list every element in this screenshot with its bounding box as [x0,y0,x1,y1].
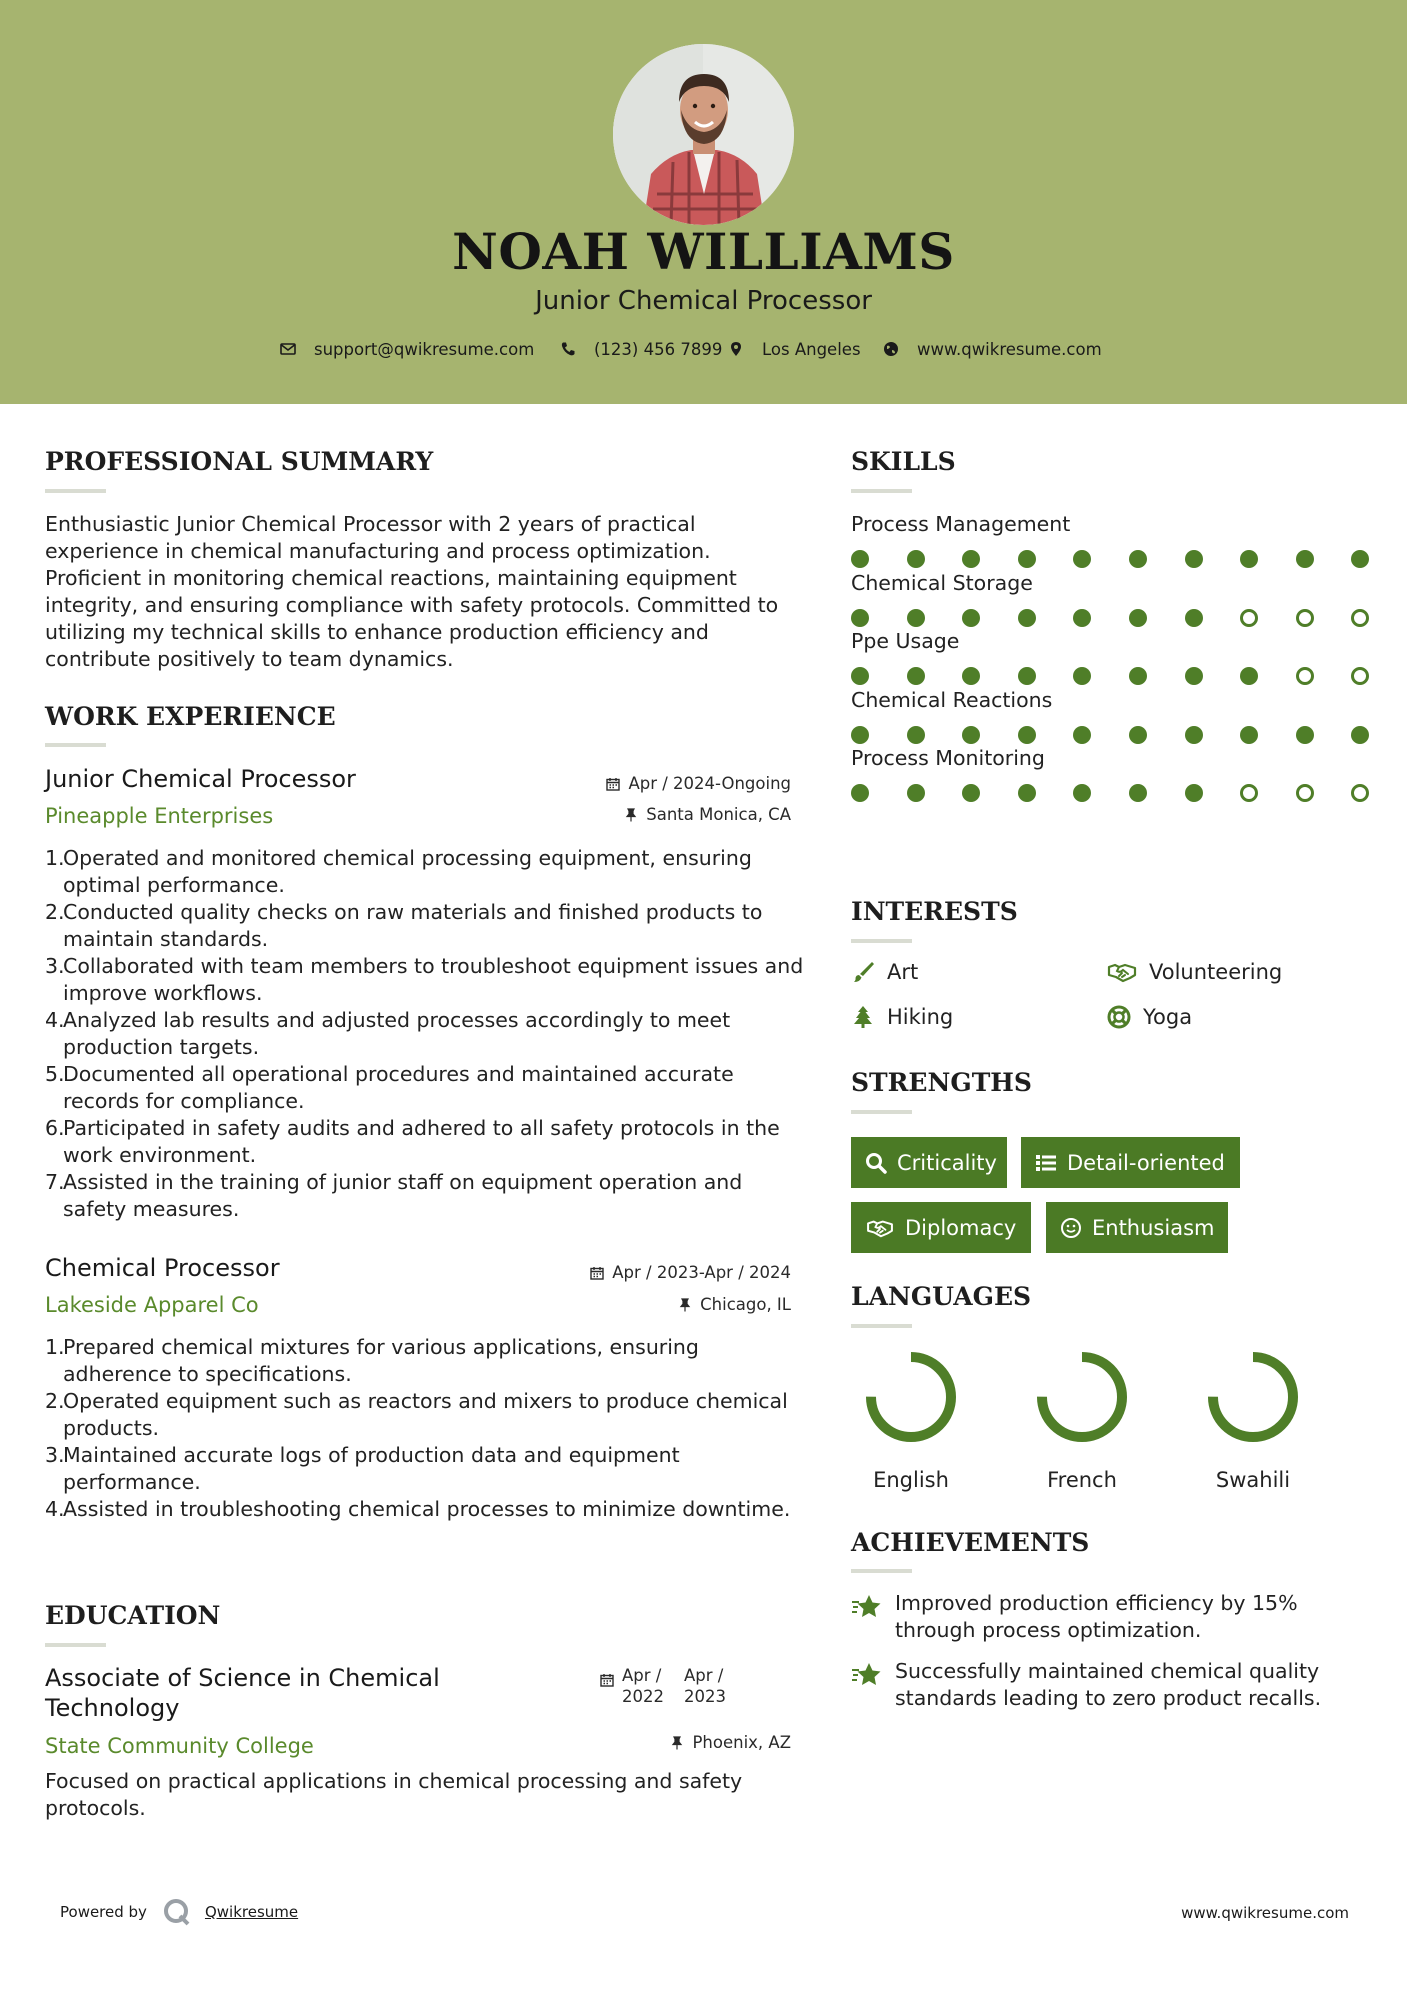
list-icon [1035,1152,1057,1174]
language-level-arc [1213,1357,1293,1437]
job-title: Junior Chemical Processor [45,765,356,793]
language-item [851,1350,971,1492]
globe-icon [883,341,899,357]
skill-dot-filled [962,784,980,802]
interest-label: Volunteering [1149,960,1283,984]
duty-text: Documented all operational procedures and maintained accurate records for compliance. [63,1062,734,1113]
job-dates [590,1262,791,1284]
skill-dot-filled [1129,609,1147,627]
skill-dot-empty [1351,667,1369,685]
tree-icon [851,1005,875,1029]
skills-heading-rule [851,489,912,493]
skill-rating [851,608,1371,628]
candidate-title: Junior Chemical Processor [535,286,872,316]
job-location-text: Chicago, IL [700,1295,791,1314]
duty-text: Operated equipment such as reactors and mixers to produce chemical products. [63,1389,788,1440]
skill-rating [851,783,1371,803]
skill-dot-empty [1240,609,1258,627]
skill-dot-filled [851,726,869,744]
skills-heading: SKILLS [851,447,956,476]
list-item: 2. Conducted quality checks on raw materials and finished products to maintain standards. [45,900,763,951]
contact-phone[interactable] [560,335,722,363]
skill-dot-empty [1351,784,1369,802]
strength-label: Detail-oriented [1067,1150,1225,1175]
job-dates [606,773,791,795]
skill-dot-filled [1240,550,1258,568]
summary-heading: PROFESSIONAL SUMMARY [45,447,434,476]
education-description: Focused on practical applications in chemical processing and safety protocols. [45,1769,743,1820]
profile-photo-icon [613,44,794,225]
skill-dot-filled [962,726,980,744]
qwikresume-link[interactable]: Qwikresume [204,1903,299,1921]
strengths-heading-rule [851,1110,912,1114]
duty-text: Operated and monitored chemical processing equipment, ensuring optimal performance. [63,846,752,897]
job-location-text: Santa Monica, CA [646,805,791,824]
skill-dot-empty [1296,784,1314,802]
skill-dot-filled [1018,667,1036,685]
strength-badge-diplomacy [851,1202,1031,1253]
list-item: 4. Assisted in troubleshooting chemical processes to minimize downtime. [45,1497,791,1521]
skill-dot-filled [1073,667,1091,685]
school-name: State Community College [45,1734,314,1758]
contact-location-text: Los Angeles [762,339,861,359]
summary-heading-rule [45,489,106,493]
skill-dot-filled [1351,726,1369,744]
skill-dot-filled [1185,784,1203,802]
skill-dot-filled [1240,667,1258,685]
contact-location [728,335,861,363]
skill-dot-filled [851,550,869,568]
skill-rating [851,666,1371,686]
skill-dot-empty [1240,784,1258,802]
education-location-text: Phoenix, AZ [692,1733,791,1752]
duty-text: Participated in safety audits and adhered to all safety protocols in the work environment. [63,1116,780,1167]
skill-dot-filled [1073,550,1091,568]
list-item: 1. Operated and monitored chemical processing equipment, ensuring optimal performance. [45,846,752,897]
skill-dot-filled [1129,726,1147,744]
calendar-icon [606,777,620,791]
skill-dot-filled [1185,609,1203,627]
skill-dot-filled [1073,784,1091,802]
footer-website[interactable]: www.qwikresume.com [1181,1904,1349,1922]
education-location [670,1732,791,1754]
duty-text: Conducted quality checks on raw materials and finished products to maintain standards. [63,900,763,951]
experience-heading-rule [45,743,106,747]
skill-dot-filled [1129,550,1147,568]
pushpin-icon [670,1736,684,1750]
skill-dot-filled [1129,667,1147,685]
skill-dot-filled [962,667,980,685]
duty-text: Assisted in troubleshooting chemical processes to minimize downtime. [63,1497,791,1521]
achievements-heading: ACHIEVEMENTS [851,1528,1090,1557]
job-dates-text: Apr / 2023-Apr / 2024 [612,1263,791,1282]
handshake-icon [1107,960,1137,984]
skill-dot-filled [907,784,925,802]
skill-dot-empty [1296,609,1314,627]
pushpin-icon [678,1298,692,1312]
candidate-name: NOAH WILLIAMS [452,222,955,281]
achievement-item [851,1658,1351,1712]
skill-dot-filled [1018,784,1036,802]
duty-text: Maintained accurate logs of production data and equipment performance. [63,1443,680,1494]
interest-item-yoga [1107,1005,1192,1029]
job-location [624,804,791,826]
language-name: English [873,1468,949,1492]
skill-dot-filled [1185,667,1203,685]
strength-badge-detail-oriented [1021,1137,1240,1188]
strength-label: Criticality [897,1150,997,1175]
contact-website[interactable] [883,335,1102,363]
duty-text: Assisted in the training of junior staff on equipment operation and safety measures. [63,1170,743,1221]
skill-dot-filled [1351,550,1369,568]
skill-dot-filled [1073,609,1091,627]
interest-item-art [851,960,918,984]
skill-dot-filled [907,609,925,627]
list-item: 6. Participated in safety audits and adhered to all safety protocols in the work environment. [45,1116,780,1167]
skill-dot-filled [1018,609,1036,627]
interest-item-volunteering [1107,960,1282,984]
list-item: 7. Assisted in the training of junior staff on equipment operation and safety measures. [45,1170,743,1221]
skill-dot-filled [1018,550,1036,568]
experience-heading: WORK EXPERIENCE [45,702,336,731]
skill-dot-filled [1185,726,1203,744]
achievement-item [851,1590,1351,1644]
skill-dot-filled [1240,726,1258,744]
paintbrush-icon [851,960,875,984]
contact-website-text: www.qwikresume.com [917,339,1102,359]
skill-dot-filled [1296,726,1314,744]
header-banner [0,0,1407,404]
duty-text: Collaborated with team members to troubleshoot equipment issues and improve workflows. [63,954,804,1005]
list-item: 2. Operated equipment such as reactors and mixers to produce chemical products. [45,1389,788,1440]
education-heading-rule [45,1643,106,1647]
skill-dot-filled [907,550,925,568]
list-item: 4. Analyzed lab results and adjusted processes accordingly to meet production targets. [45,1008,731,1059]
job-dates-text: Apr / 2024-Ongoing [628,774,791,793]
lifebuoy-icon [1107,1005,1131,1029]
skill-name: Chemical Storage [851,570,1033,595]
skill-dot-filled [962,550,980,568]
duty-text: Analyzed lab results and adjusted processes accordingly to meet production targets. [63,1008,731,1059]
list-item: 3. Collaborated with team members to troubleshoot equipment issues and improve workflows. [45,954,804,1005]
strength-badge-enthusiasm [1046,1202,1228,1253]
skill-dot-filled [1073,726,1091,744]
languages-heading-rule [851,1324,912,1328]
language-level-arc [871,1357,951,1437]
education-end: Apr / 2023 [684,1666,726,1706]
language-item [1193,1350,1313,1492]
skill-dot-filled [962,609,980,627]
achievement-text: Improved production efficiency by 15% through process optimization. [895,1591,1298,1642]
star-icon [851,1592,883,1622]
contact-email[interactable] [280,335,534,363]
contact-email-text: support@qwikresume.com [314,339,535,359]
languages-heading: LANGUAGES [851,1282,1032,1311]
smile-icon [1060,1217,1082,1239]
skill-name: Process Monitoring [851,746,1045,770]
search-icon [865,1152,887,1174]
list-item: 5. Documented all operational procedures and maintained accurate records for compliance. [45,1062,734,1113]
skill-rating [851,725,1371,745]
skill-dot-filled [1185,550,1203,568]
job-company: Lakeside Apparel Co [45,1293,259,1317]
footer-powered-by [60,1898,298,1926]
calendar-icon [590,1266,604,1280]
interests-heading: INTERESTS [851,897,1018,926]
skill-dot-filled [851,609,869,627]
skill-dot-filled [1129,784,1147,802]
language-ring [864,1350,958,1444]
skill-dot-filled [907,726,925,744]
skill-dot-empty [1296,667,1314,685]
achievements-heading-rule [851,1569,912,1573]
envelope-icon [280,341,296,357]
interest-label: Yoga [1143,1005,1193,1029]
skill-dot-filled [1296,550,1314,568]
achievement-text: Successfully maintained chemical quality standards leading to zero product recalls. [895,1659,1322,1710]
interest-label: Hiking [887,1005,954,1029]
list-item: 3. Maintained accurate logs of production data and equipment performance. [45,1443,680,1494]
interests-heading-rule [851,939,912,943]
phone-icon [560,341,576,357]
contact-phone-text: (123) 456 7899 [594,339,723,359]
strength-label: Diplomacy [905,1215,1017,1240]
language-level-arc [1042,1357,1122,1437]
list-item: 1. Prepared chemical mixtures for various applications, ensuring adherence to specifications. [45,1335,699,1386]
degree-title: Associate of Science in Chemical Technology [45,1664,440,1722]
skill-name: Ppe Usage [851,629,960,653]
skill-name: Process Management [851,512,1071,536]
calendar-icon [600,1673,614,1687]
skill-rating [851,549,1371,569]
job-title: Chemical Processor [45,1254,280,1282]
skill-dot-filled [1018,726,1036,744]
map-marker-icon [728,341,744,357]
job-duties-list [45,845,805,1223]
language-ring [1035,1350,1129,1444]
duty-text: Prepared chemical mixtures for various applications, ensuring adherence to specifications. [63,1335,699,1386]
job-location [678,1294,791,1316]
language-name: French [1047,1468,1117,1492]
language-ring [1206,1350,1300,1444]
skill-name: Chemical Reactions [851,687,1053,712]
skill-dot-filled [851,784,869,802]
profile-photo [613,44,794,225]
skill-dot-filled [907,667,925,685]
strength-badge-criticality [851,1137,1007,1188]
strength-label: Enthusiasm [1092,1215,1215,1240]
qwikresume-logo-icon [163,1898,191,1926]
education-start: Apr / 2022 [622,1666,664,1706]
strengths-heading: STRENGTHS [851,1068,1032,1097]
pushpin-icon [624,808,638,822]
education-heading: EDUCATION [45,1601,221,1630]
language-item [1022,1350,1142,1492]
job-company: Pineapple Enterprises [45,804,274,828]
summary-text: Enthusiastic Junior Chemical Processor with 2 years of practical experience in chemical manufacturing and process optimization. Proficient in monitoring chemical reactions, maintaining equipment integrity, and ensuring compliance with safety protocols. Committed to utilizing my technical skills to enhance production efficiency and contribute positively to team dynamics. [45,512,779,671]
powered-by-text: Powered by [60,1903,147,1921]
interest-label: Art [887,960,919,984]
education-dates [600,1665,728,1707]
interest-item-hiking [851,1005,953,1029]
star-icon [851,1660,883,1690]
language-name: Swahili [1215,1468,1291,1492]
job-duties-list [45,1334,805,1523]
skill-dot-empty [1351,609,1369,627]
skill-dot-filled [851,667,869,685]
handshake-icon [865,1217,895,1239]
